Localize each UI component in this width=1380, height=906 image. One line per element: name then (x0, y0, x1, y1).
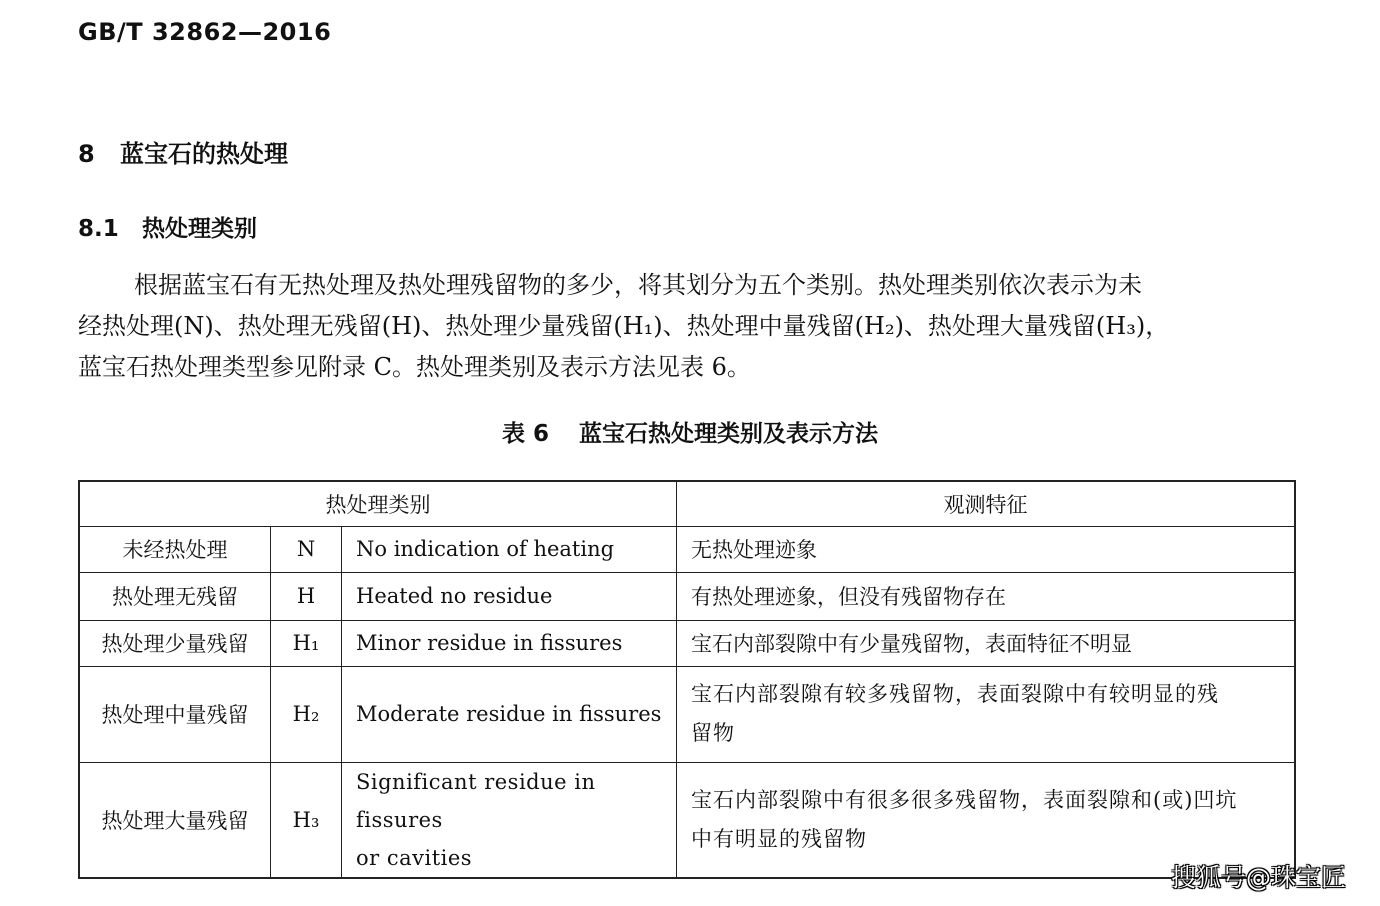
observation-line: 中有明显的残留物 (691, 826, 867, 851)
table-row (79, 620, 1295, 666)
table-caption (0, 415, 1380, 448)
subsection-title: 热处理类别 (142, 216, 257, 242)
observation-cell: 无热处理迹象 (677, 526, 1296, 572)
header-category: 热处理类别 (79, 481, 677, 526)
code-cell: H (271, 572, 342, 620)
watermark: 搜狐号@珠宝匠 (1170, 863, 1346, 892)
category-en-cell: Moderate residue in fissures (342, 666, 677, 762)
category-cn-cell: 热处理大量残留 (79, 762, 271, 878)
header-observation: 观测特征 (677, 481, 1296, 526)
category-en-line: Significant residue in fissures (356, 769, 596, 832)
category-cn-cell: 未经热处理 (79, 526, 271, 572)
category-cn-cell: 热处理无残留 (79, 572, 271, 620)
table-row (79, 526, 1295, 572)
table-row (79, 762, 1295, 878)
table-row (79, 666, 1295, 762)
observation-cell: 有热处理迹象，但没有残留物存在 (677, 572, 1296, 620)
paragraph-line: 蓝宝石热处理类型参见附录 C。热处理类别及表示方法见表 6。 (78, 353, 751, 381)
category-en-line: or cavities (356, 845, 473, 870)
standard-code: GB/T 32862—2016 (78, 18, 332, 46)
table-number: 表 6 (501, 421, 549, 447)
category-en-cell: Minor residue in fissures (342, 620, 677, 666)
code-cell: H₃ (271, 762, 342, 878)
table-header-row (79, 481, 1295, 526)
paragraph-line: 经热处理(N)、热处理无残留(H)、热处理少量残留(H₁)、热处理中量残留(H₂)、热处理大量残留(H₃)， (78, 312, 1170, 340)
section-title: 蓝宝石的热处理 (120, 140, 288, 168)
code-cell: H₁ (271, 620, 342, 666)
subsection-number: 8.1 (78, 216, 119, 242)
category-cn-cell: 热处理中量残留 (79, 666, 271, 762)
heat-treatment-table (78, 480, 1296, 879)
observation-line: 宝石内部裂隙中有很多很多残留物，表面裂隙和(或)凹坑 (691, 787, 1238, 812)
observation-line: 留物 (691, 721, 735, 745)
category-cn-cell: 热处理少量残留 (79, 620, 271, 666)
code-cell: N (271, 526, 342, 572)
body-paragraph (78, 265, 1298, 388)
category-en-cell: Heated no residue (342, 572, 677, 620)
observation-line: 宝石内部裂隙有较多残留物，表面裂隙中有较明显的残 (691, 682, 1219, 706)
category-en-cell: No indication of heating (342, 526, 677, 572)
observation-cell (677, 666, 1296, 762)
subsection-heading (78, 210, 257, 243)
paragraph-line: 根据蓝宝石有无热处理及热处理残留物的多少，将其划分为五个类别。热处理类别依次表示为未 (134, 271, 1142, 299)
table-row (79, 572, 1295, 620)
section-number: 8 (78, 140, 95, 168)
category-en-cell (342, 762, 677, 878)
table-title: 蓝宝石热处理类别及表示方法 (579, 421, 878, 447)
section-heading (78, 134, 288, 169)
code-cell: H₂ (271, 666, 342, 762)
observation-cell: 宝石内部裂隙中有少量残留物，表面特征不明显 (677, 620, 1296, 666)
